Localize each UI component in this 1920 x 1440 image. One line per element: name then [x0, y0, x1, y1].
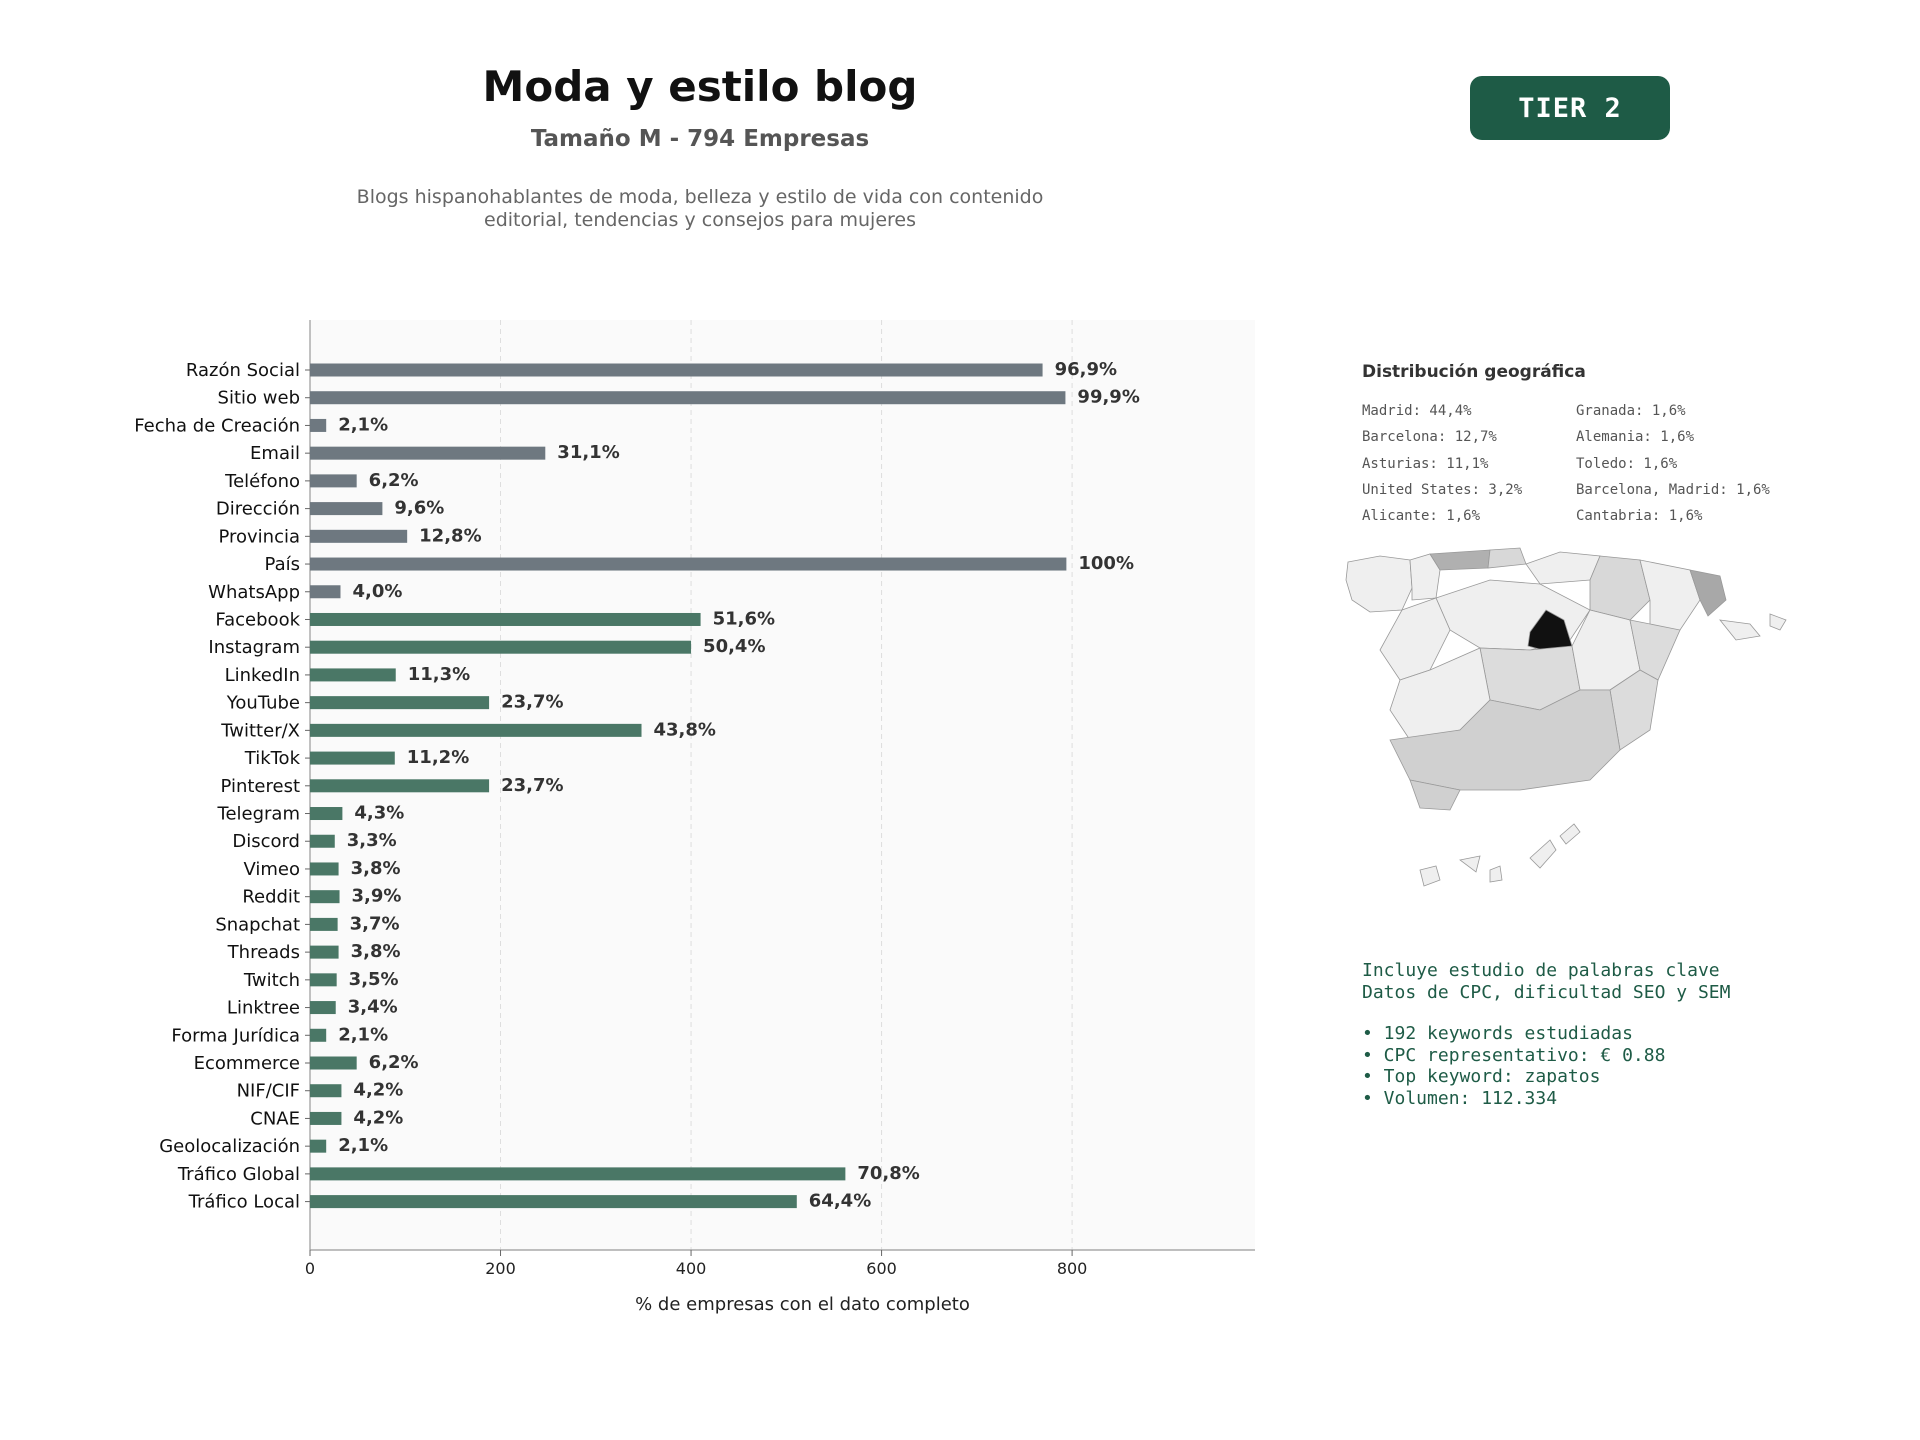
- geo-item: Asturias: 11,1%: [1362, 455, 1489, 472]
- category-label: Snapchat: [215, 914, 300, 936]
- category-label: Discord: [232, 831, 300, 853]
- data-label: 64,4%: [808, 1190, 872, 1212]
- data-label: 12,8%: [419, 525, 482, 547]
- category-label: Tráfico Local: [188, 1191, 300, 1213]
- geo-item: United States: 3,2%: [1362, 481, 1523, 498]
- category-label: País: [264, 554, 300, 576]
- geo-item: Barcelona: 12,7%: [1362, 429, 1497, 446]
- bar: [310, 1140, 326, 1153]
- keywords-bullet: • CPC representativo: € 0.88: [1362, 1044, 1666, 1066]
- geo-item: Madrid: 44,4%: [1362, 403, 1472, 419]
- bar: [310, 364, 1043, 377]
- keywords-block: [1362, 960, 1730, 1109]
- bar: [310, 973, 337, 986]
- category-label: Provincia: [218, 526, 300, 548]
- bar: [310, 530, 407, 543]
- category-label: Ecommerce: [193, 1053, 300, 1074]
- category-label: NIF/CIF: [236, 1080, 300, 1102]
- bar: [310, 1112, 341, 1125]
- geo-list-col2: [1576, 398, 1770, 529]
- category-label: WhatsApp: [208, 581, 300, 603]
- description-line-1: Blogs hispanohablantes de moda, belleza y estilo de vida con contenido: [356, 186, 1044, 208]
- x-tick-label: 800: [1056, 1259, 1088, 1278]
- data-label: 43,8%: [653, 719, 716, 741]
- bar: [310, 641, 691, 654]
- category-label: Reddit: [242, 886, 300, 908]
- bar: [310, 696, 489, 709]
- geo-item: Barcelona, Madrid: 1,6%: [1576, 481, 1770, 498]
- map-region: [1720, 620, 1760, 640]
- geo-item: Alemania: 1,6%: [1576, 429, 1695, 446]
- data-label: 3,5%: [348, 968, 399, 990]
- category-label: TikTok: [244, 748, 300, 770]
- map-region: [1530, 840, 1556, 868]
- data-label: 3,3%: [346, 830, 397, 852]
- data-label: 2,1%: [338, 1024, 389, 1046]
- category-label: CNAE: [250, 1108, 300, 1130]
- category-label: Vimeo: [243, 858, 300, 880]
- bar: [310, 1195, 797, 1208]
- map-region: [1560, 824, 1580, 844]
- bar: [310, 668, 396, 681]
- category-label: Forma Jurídica: [171, 1025, 300, 1047]
- geo-title: Distribución geográfica: [1362, 362, 1586, 382]
- data-label: 6,2%: [368, 1052, 419, 1073]
- page-title: Moda y estilo blog: [482, 62, 918, 111]
- data-label: 3,7%: [349, 913, 400, 935]
- category-label: Email: [250, 443, 300, 465]
- category-label: Instagram: [208, 637, 300, 659]
- keywords-bullet: • Volumen: 112.334: [1362, 1087, 1558, 1109]
- data-label: 3,8%: [350, 857, 401, 879]
- data-label: 9,6%: [394, 497, 445, 519]
- data-label: 4,0%: [352, 580, 403, 602]
- data-label: 70,8%: [857, 1162, 920, 1184]
- bar: [310, 391, 1065, 404]
- category-label: Geolocalización: [159, 1136, 300, 1158]
- category-label: Pinterest: [220, 775, 300, 797]
- bar: [310, 946, 339, 959]
- bar: [310, 1057, 357, 1070]
- page-subtitle: Tamaño M - 794 Empresas: [530, 126, 870, 152]
- keywords-line: Incluye estudio de palabras clave: [1362, 960, 1720, 981]
- category-label: Twitch: [243, 969, 300, 991]
- category-label: Sitio web: [217, 387, 300, 409]
- bar: [310, 1001, 336, 1014]
- bar: [310, 613, 701, 626]
- keywords-bullet: • 192 keywords estudiadas: [1362, 1023, 1633, 1044]
- keywords-bullet: • Top keyword: zapatos: [1362, 1066, 1601, 1087]
- bar: [310, 585, 340, 598]
- data-label: 50,4%: [703, 636, 766, 658]
- data-label: 23,7%: [501, 691, 564, 713]
- map-region: [1488, 548, 1526, 568]
- bar: [310, 419, 326, 432]
- category-label: LinkedIn: [224, 664, 300, 686]
- geo-list-col1: [1362, 398, 1522, 529]
- geo-item: Alicante: 1,6%: [1362, 508, 1481, 525]
- map-region: [1420, 866, 1440, 886]
- category-label: Twitter/X: [221, 720, 300, 742]
- map-region: [1460, 856, 1480, 872]
- category-label: YouTube: [226, 692, 300, 714]
- bar: [310, 862, 339, 875]
- data-label: 11,3%: [407, 663, 471, 685]
- data-label: 4,2%: [353, 1107, 404, 1129]
- category-label: Teléfono: [225, 470, 300, 492]
- data-label: 31,1%: [557, 442, 620, 464]
- category-label: Dirección: [215, 498, 300, 520]
- bar: [310, 502, 382, 515]
- data-label: 3,8%: [350, 941, 401, 963]
- data-label: 51,6%: [712, 608, 776, 630]
- x-tick-label: 0: [304, 1259, 316, 1278]
- x-axis-label: % de empresas con el dato completo: [635, 1294, 970, 1315]
- bar: [310, 1167, 845, 1180]
- data-label: 3,4%: [347, 996, 398, 1018]
- bar: [310, 890, 340, 903]
- bar: [310, 1084, 341, 1097]
- data-label: 2,1%: [338, 1135, 389, 1157]
- geo-item: Cantabria: 1,6%: [1576, 508, 1703, 525]
- data-label: 11,2%: [406, 747, 470, 769]
- description-line-2: editorial, tendencias y consejos para mujeres: [484, 209, 916, 231]
- x-tick-label: 200: [485, 1259, 516, 1278]
- geo-item: Granada: 1,6%: [1576, 403, 1686, 419]
- x-tick-label: 600: [866, 1259, 897, 1278]
- data-label: 3,9%: [351, 885, 402, 907]
- map-region: [1430, 550, 1490, 570]
- bar: [310, 918, 338, 931]
- bar: [310, 752, 395, 765]
- data-label: 4,3%: [354, 802, 405, 824]
- data-label: 99,9%: [1077, 386, 1140, 408]
- geo-item: Toledo: 1,6%: [1576, 455, 1678, 472]
- data-label: 4,2%: [353, 1079, 404, 1101]
- bar: [310, 474, 357, 487]
- data-label: 100%: [1078, 553, 1134, 575]
- map-region: [1346, 556, 1412, 612]
- data-label: 6,2%: [368, 469, 419, 491]
- category-label: Tráfico Global: [177, 1163, 300, 1185]
- bar: [310, 835, 335, 848]
- bar: [310, 724, 642, 737]
- category-label: Facebook: [215, 609, 300, 631]
- map-region: [1490, 866, 1502, 882]
- tier-badge: TIER 2: [1470, 76, 1670, 140]
- bar: [310, 807, 342, 820]
- category-label: Razón Social: [185, 360, 300, 381]
- data-label: 96,9%: [1054, 359, 1118, 380]
- category-label: Telegram: [217, 803, 300, 825]
- bar: [310, 1029, 326, 1042]
- bar: [310, 779, 489, 792]
- category-label: Fecha de Creación: [134, 415, 300, 437]
- map-region: [1526, 552, 1600, 584]
- category-label: Threads: [227, 942, 300, 964]
- bar: [310, 558, 1066, 571]
- keywords-line: Datos de CPC, dificultad SEO y SEM: [1362, 981, 1731, 1003]
- data-label: 23,7%: [501, 774, 564, 796]
- spain-map: [1340, 540, 1850, 910]
- category-label: Linktree: [226, 997, 300, 1019]
- bar: [310, 447, 545, 460]
- data-label: 2,1%: [338, 414, 389, 436]
- x-tick-label: 400: [675, 1259, 707, 1278]
- map-region: [1770, 614, 1786, 630]
